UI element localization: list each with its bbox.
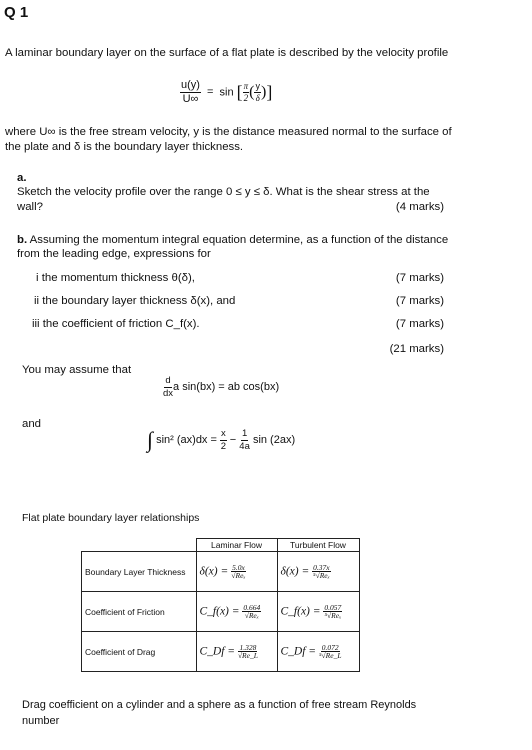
part-a-line-1: Sketch the velocity profile over the range 0 ≤ y ≤ δ. What is the shear stress at the (17, 186, 430, 198)
part-a-line-2: wall? (17, 201, 43, 213)
integral-lhs: sin² (ax)dx = (156, 433, 217, 446)
part-b-item-iii-marks: (7 marks) (395, 318, 444, 330)
item-prefix: i (36, 272, 39, 284)
part-b-label: b. (17, 234, 28, 246)
integral-identity: ∫ sin² (ax)dx = $\frac{x}{2}$ − $\frac{1}{4a}$ sin (2ax) (147, 427, 296, 452)
assume-intro: You may assume that (22, 364, 132, 376)
profile-denominator: U∞ (182, 93, 199, 105)
part-b-item-ii (34, 294, 235, 309)
laminar-cell: C_f(x) = $\frac{0.664}{\text{√Reₓ}}$ (196, 592, 277, 632)
relationships-heading: Flat plate boundary layer relationships (22, 512, 200, 524)
part-b-total-marks: (21 marks) (389, 343, 444, 355)
footer-line-1: Drag coefficient on a cylinder and a sphere as a function of free stream Reynolds (22, 699, 417, 711)
row-label: Coefficient of Drag (82, 632, 197, 672)
x-over-2-num: x (220, 428, 226, 439)
profile-function: sin (219, 86, 234, 99)
one-over-4a-num: 1 (241, 428, 248, 439)
relationships-table (81, 538, 360, 672)
where-line-2: the plate and δ is the boundary layer thickness. (5, 141, 244, 153)
part-b-item-i (36, 271, 195, 286)
row-label: Boundary Layer Thickness (82, 552, 197, 592)
item-text: the boundary layer thickness δ(x), and (42, 295, 236, 307)
part-b-item-iii (32, 317, 200, 332)
dx-denominator: dx (163, 387, 174, 399)
table-row (82, 592, 360, 632)
item-prefix: iii (32, 318, 40, 330)
derivative-identity (163, 376, 279, 398)
intro-text: A laminar boundary layer on the surface of a flat plate is described by the velocity profile (5, 47, 449, 59)
part-b-line-2: from the leading edge, expressions for (17, 248, 211, 260)
turbulent-cell: C_Df = $\frac{0.072}{\text{⁵√Re\_L}}$ (277, 632, 359, 672)
velocity-profile-equation: $\frac{u(y)}{U\infty}$ = sin [ $\frac{\pi}{2}$ ( $\frac{y}{\delta}$ )] (181, 79, 273, 105)
table-corner (82, 539, 197, 552)
and-text: and (22, 418, 42, 430)
item-prefix: ii (34, 295, 40, 307)
one-over-4a-den: 4a (239, 440, 250, 452)
part-b-line-1: Assuming the momentum integral equation determine, as a function of the distance (29, 234, 449, 246)
turbulent-cell: C_f(x) = $\frac{0.057}{\text{⁵√Reₓ}}$ (277, 592, 359, 632)
row-label: Coefficient of Friction (82, 592, 197, 632)
laminar-cell: C_Df = $\frac{1.328}{√Re\_L}$ (196, 632, 277, 672)
laminar-cell: δ(x) = $\frac{5.0x}{\text{√Reₓ}}$ (196, 552, 277, 592)
part-a-label: a. (17, 172, 27, 184)
profile-numerator: u(y) (181, 79, 200, 91)
d-numerator: d (165, 375, 171, 386)
x-over-2-den: 2 (220, 440, 226, 452)
integral-sign: ∫ (147, 427, 154, 452)
laminar-header: Laminar Flow (196, 539, 277, 552)
question-title: Q 1 (4, 4, 29, 21)
derivative-body: a sin(bx) = ab cos(bx) (173, 380, 280, 393)
table-row (82, 632, 360, 672)
part-a-marks: (4 marks) (395, 201, 444, 213)
part-b-item-i-marks: (7 marks) (395, 272, 444, 284)
footer-line-2: number (22, 715, 60, 727)
turbulent-header: Turbulent Flow (277, 539, 359, 552)
part-b-item-ii-marks: (7 marks) (395, 295, 444, 307)
turbulent-cell: δ(x) = $\frac{0.37x}{\text{⁵√Reₓ}}$ (277, 552, 359, 592)
where-line-1: where U∞ is the free stream velocity, y is the distance measured normal to the surface of (5, 126, 452, 138)
item-text: the coefficient of friction C_f(x). (42, 318, 200, 330)
integral-tail: sin (2ax) (252, 433, 296, 446)
item-text: the momentum thickness θ(δ), (41, 272, 195, 284)
table-row (82, 552, 360, 592)
